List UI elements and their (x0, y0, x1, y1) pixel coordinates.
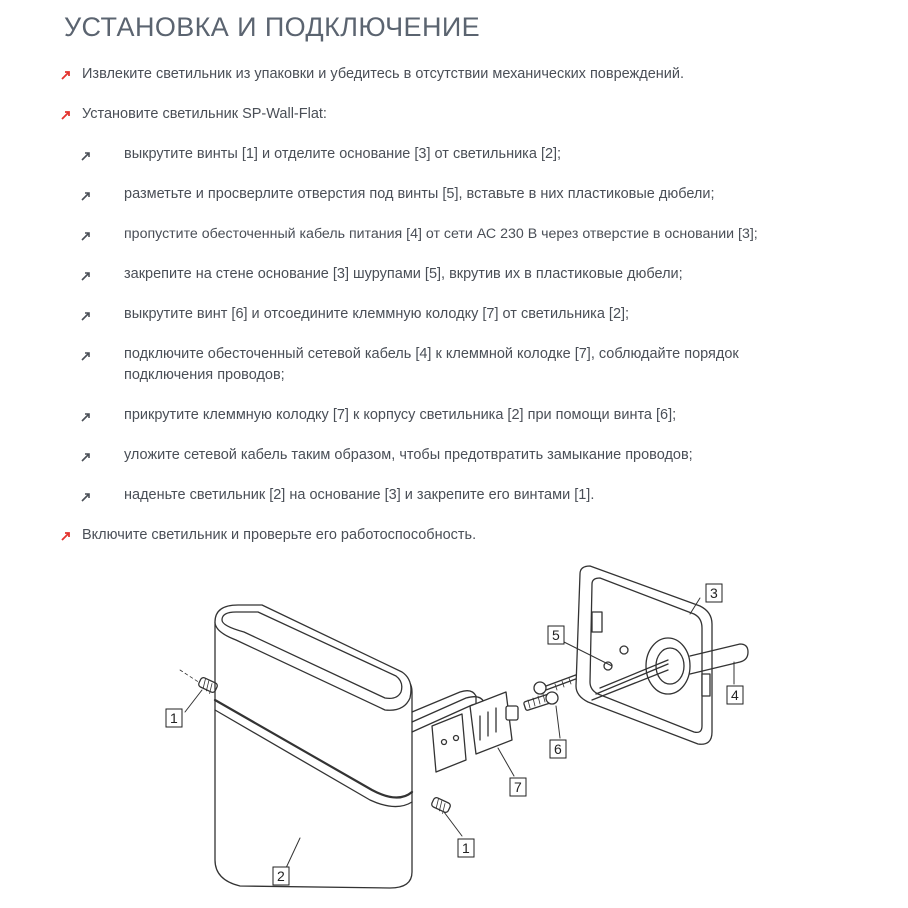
substep-2: разметьте и просверлите отверстия под винты [5], вставьте в них пластиковые дюбели; (124, 186, 715, 202)
step-install: Установите светильник SP-Wall-Flat: (82, 106, 327, 122)
page-title: УСТАНОВКА И ПОДКЛЮЧЕНИЕ (64, 12, 481, 42)
callout-label: 2 (277, 868, 285, 884)
gray-arrow-bullet-icon (80, 310, 92, 322)
gray-arrow-bullet-icon (80, 150, 92, 162)
callout-label: 7 (514, 779, 522, 795)
gray-arrow-bullet-icon (80, 411, 92, 423)
red-arrow-bullet-icon (60, 69, 72, 81)
substep-1: выкрутите винты [1] и отделите основание [3] от светильника [2]; (124, 146, 562, 162)
mounting-plate (432, 714, 466, 772)
step-unpack: Извлеките светильник из упаковки и убедитесь в отсутствии механических повреждений. (82, 66, 685, 82)
callout-box (550, 740, 566, 758)
callout-box (510, 778, 526, 796)
substep-7: прикрутите клеммную колодку [7] к корпусу светильника [2] при помощи винта [6]; (124, 407, 677, 423)
step-test: Включите светильник и проверьте его работоспособность. (82, 527, 477, 543)
callout-box (273, 867, 289, 885)
assembly-diagram (0, 560, 908, 900)
callout-box (458, 839, 474, 857)
callout-box (706, 584, 722, 602)
gray-arrow-bullet-icon (80, 230, 92, 242)
red-arrow-bullet-icon (60, 109, 72, 121)
substep-6-line1: подключите обесточенный сетевой кабель [4] к клеммной колодке [7], соблюдайте порядок (124, 346, 739, 362)
substep-5: выкрутите винт [6] и отсоедините клеммную колодку [7] от светильника [2]; (124, 306, 630, 322)
callout-label: 1 (170, 710, 178, 726)
substep-4: закрепите на стене основание [3] шурупами [5], вкрутив их в пластиковые дюбели; (124, 266, 683, 282)
substep-8: уложите сетевой кабель таким образом, чтобы предотвратить замыкание проводов; (124, 447, 693, 463)
gray-arrow-bullet-icon (80, 451, 92, 463)
callout-label: 5 (552, 627, 560, 643)
callout-label: 3 (710, 585, 718, 601)
gray-arrow-bullet-icon (80, 270, 92, 282)
substep-3: пропустите обесточенный кабель питания [4] от сети АС 230 В через отверстие в основании [3]; (124, 226, 758, 242)
substep-9: наденьте светильник [2] на основание [3] и закрепите его винтами [1]. (124, 487, 595, 503)
gray-arrow-bullet-icon (80, 350, 92, 362)
callout-label: 1 (462, 840, 470, 856)
callout-box (166, 709, 182, 727)
screw-lower (431, 797, 452, 814)
callout-label: 4 (731, 687, 739, 703)
terminal-block (470, 692, 518, 754)
screw-6 (523, 692, 558, 711)
luminaire-body (215, 605, 412, 888)
substep-6-line2: подключения проводов; (124, 367, 285, 383)
callout-box (727, 686, 743, 704)
screw-upper (180, 670, 218, 693)
gray-arrow-bullet-icon (80, 491, 92, 503)
gray-arrow-bullet-icon (80, 190, 92, 202)
red-arrow-bullet-icon (60, 530, 72, 542)
callout-label: 6 (554, 741, 562, 757)
callout-box (548, 626, 564, 644)
